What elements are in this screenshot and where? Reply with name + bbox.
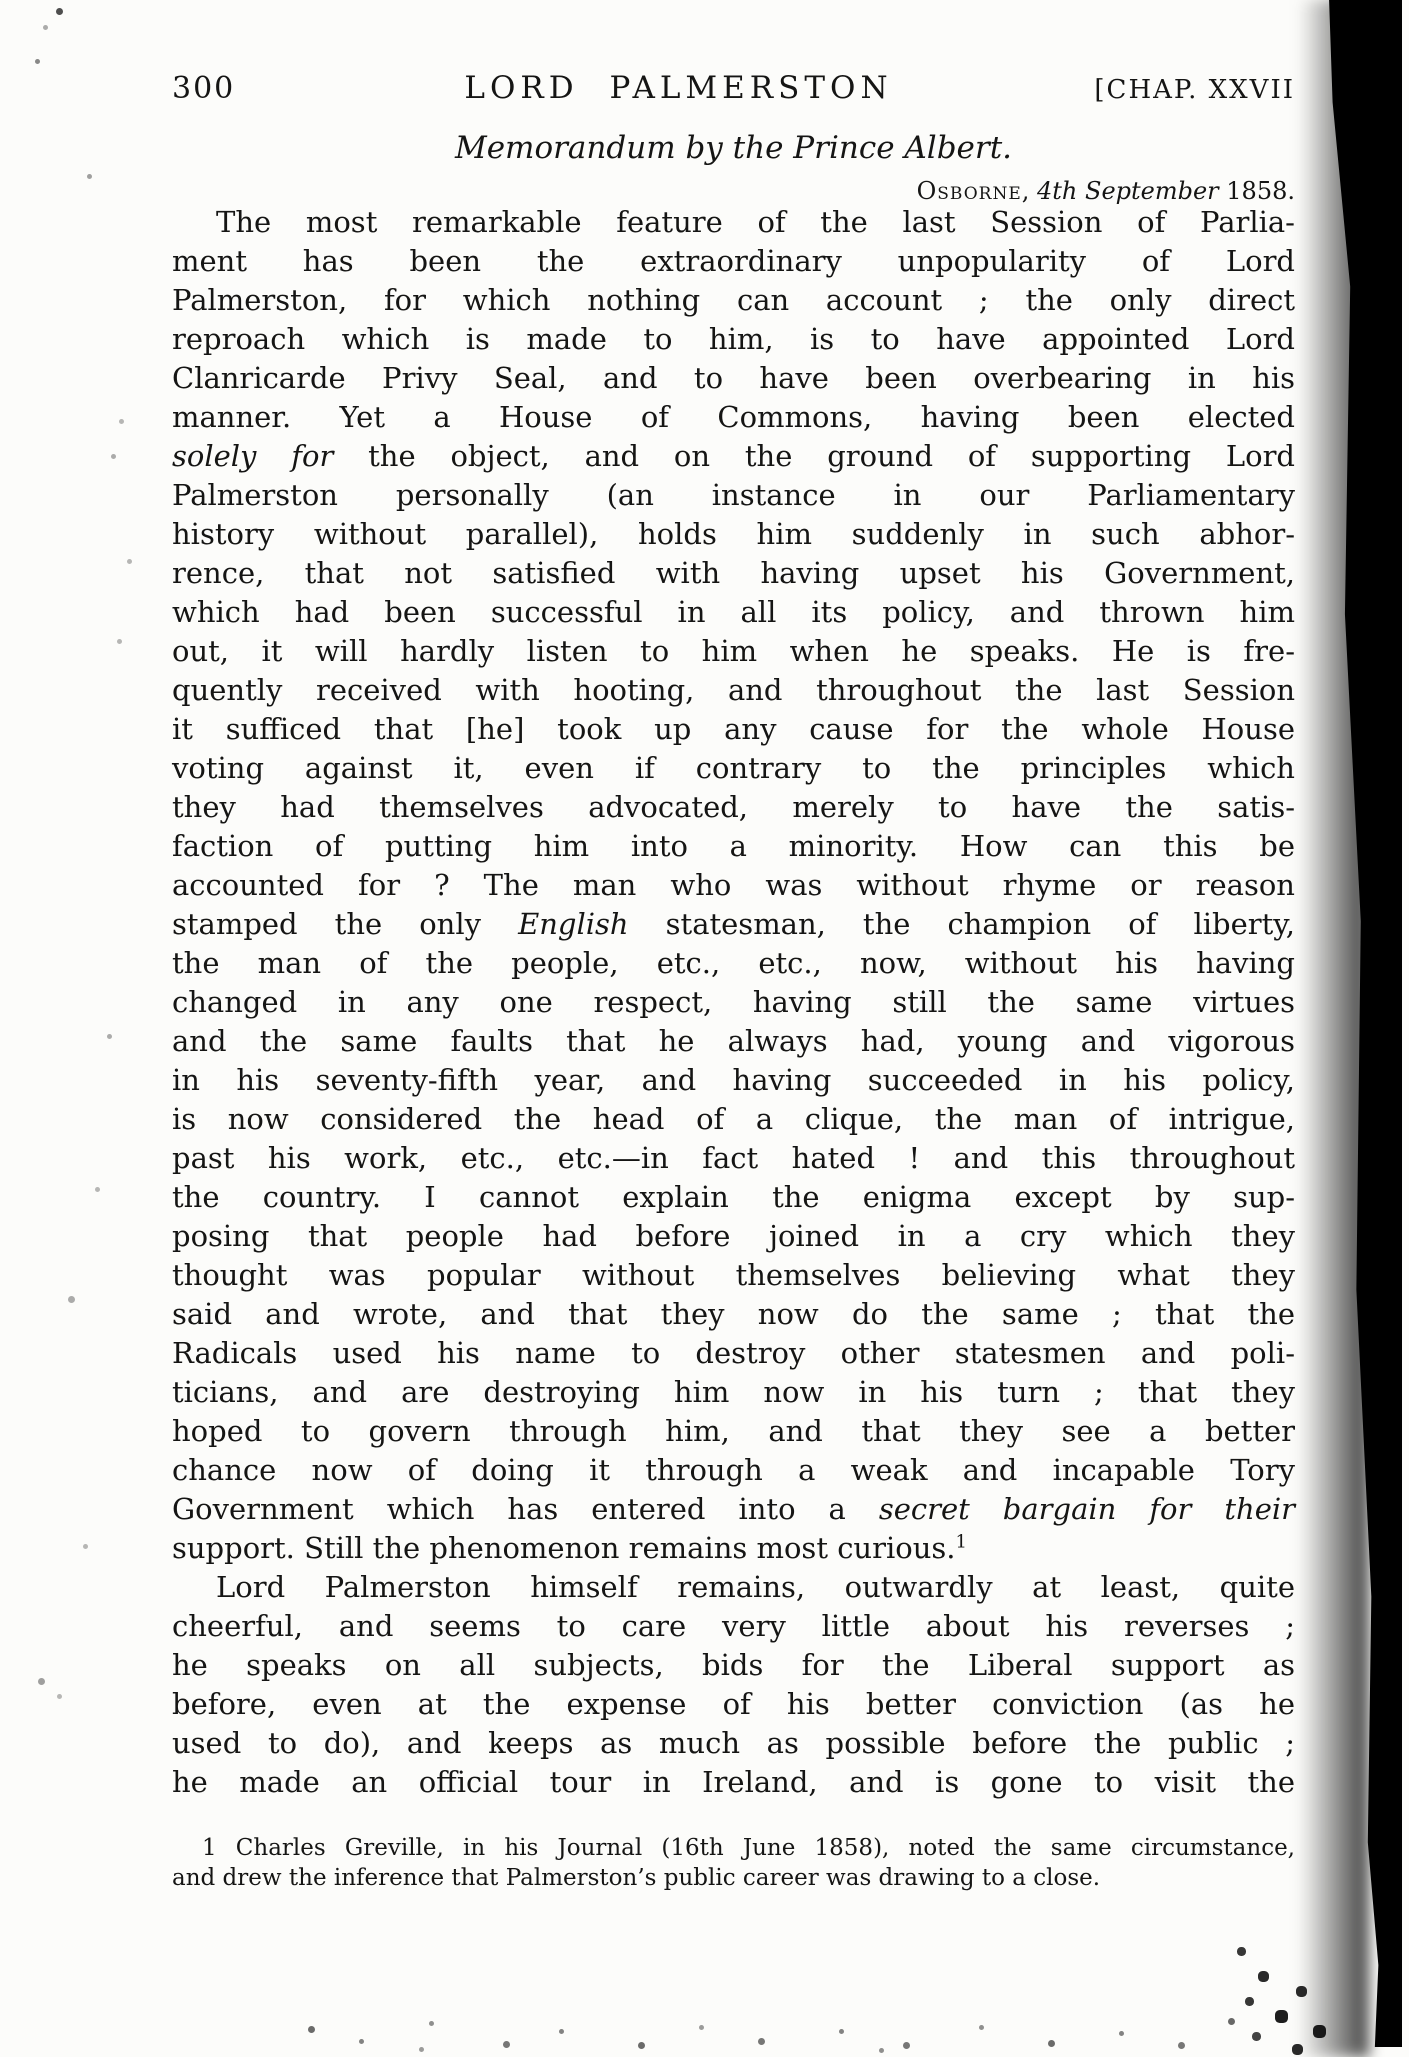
- text-line: [172, 1178, 1295, 1217]
- text-line: [172, 130, 1295, 166]
- text-line: [172, 554, 1295, 593]
- chapter-label: [CHAP. XXVII: [1094, 75, 1295, 105]
- text-segment: voting against it, even if contrary to the principles which: [172, 751, 1295, 785]
- text-segment: he made an official tour in Ireland, and is gone to visit the: [172, 1765, 1295, 1799]
- text-line: [172, 359, 1295, 398]
- text-line: [172, 593, 1295, 632]
- text-line: [172, 1607, 1295, 1646]
- text-segment: Palmerston, for which nothing can account ; the only direct: [172, 283, 1295, 317]
- text-segment: 1: [955, 1531, 967, 1553]
- text-segment: ticians, and are destroying him now in his turn ; that they: [172, 1375, 1295, 1409]
- text-line: [172, 1100, 1295, 1139]
- text-segment: statesman, the champion of liberty,: [628, 907, 1295, 941]
- text-segment: Lord Palmerston himself remains, outwardly at least, quite: [216, 1570, 1295, 1604]
- scan-page-edge: [1402, 0, 1409, 2057]
- text-segment: which had been successful in all its policy, and thrown him: [172, 595, 1295, 629]
- text-line: [172, 788, 1295, 827]
- footnote: [172, 1833, 1295, 1893]
- text-line: [172, 866, 1295, 905]
- text-segment: is now considered the head of a clique, the man of intrigue,: [172, 1102, 1295, 1136]
- text-line: [172, 827, 1295, 866]
- text-segment: posing that people had before joined in a cry which they: [172, 1219, 1295, 1253]
- body-paragraph-1: [172, 203, 1295, 1568]
- text-segment: Palmerston personally (an instance in our Parliamentary: [172, 478, 1295, 512]
- text-segment: Radicals used his name to destroy other statesmen and poli-: [172, 1336, 1295, 1370]
- text-segment: past his work, etc., etc.—in fact hated ! and this throughout: [172, 1141, 1295, 1175]
- text-line: [172, 320, 1295, 359]
- text-line: [172, 1863, 1295, 1893]
- running-title: LORD PALMERSTON: [464, 70, 893, 106]
- text-segment: hoped to govern through him, and that they see a better: [172, 1414, 1295, 1448]
- text-segment: out, it will hardly listen to him when he speaks. He is fre-: [172, 634, 1295, 668]
- text-segment: thought was popular without themselves believing what they: [172, 1258, 1295, 1292]
- text-line: [172, 1646, 1295, 1685]
- text-segment: reproach which is made to him, is to have appointed Lord: [172, 322, 1295, 356]
- page-number: 300: [172, 71, 236, 106]
- text-segment: Government which has entered into a: [172, 1492, 879, 1526]
- text-line: [172, 1217, 1295, 1256]
- memo-body: [172, 203, 1295, 1802]
- text-line: [172, 281, 1295, 320]
- text-segment: ment has been the extraordinary unpopularity of Lord: [172, 244, 1295, 278]
- text-segment: they had themselves advocated, merely to have the satis-: [172, 790, 1295, 824]
- text-segment: in his seventy-fifth year, and having succeeded in his policy,: [172, 1063, 1295, 1097]
- text-line: [172, 437, 1295, 476]
- text-segment: solely for: [172, 439, 334, 473]
- text-line: [172, 1490, 1295, 1529]
- text-line: [172, 398, 1295, 437]
- text-line: [172, 515, 1295, 554]
- text-segment: The most remarkable feature of the last Session of Parlia-: [216, 205, 1295, 239]
- text-segment: history without parallel), holds him suddenly in such abhor-: [172, 517, 1295, 551]
- page-header: [172, 70, 1295, 106]
- text-segment: it sufficed that [he] took up any cause for the whole House: [172, 712, 1295, 746]
- text-segment: the object, and on the ground of supporting Lord: [333, 439, 1296, 473]
- text-line: [172, 632, 1295, 671]
- text-line: [172, 1022, 1295, 1061]
- text-line: [172, 177, 1295, 205]
- text-line: [172, 1139, 1295, 1178]
- text-line: [172, 749, 1295, 788]
- text-line: [172, 1685, 1295, 1724]
- text-line: [172, 983, 1295, 1022]
- text-segment: 4th September: [1037, 177, 1219, 205]
- text-segment: and the same faults that he always had, young and vigorous: [172, 1024, 1295, 1058]
- memo-dateline: [172, 177, 1295, 205]
- text-segment: accounted for ? The man who was without rhyme or reason: [172, 868, 1295, 902]
- text-line: [172, 203, 1295, 242]
- text-segment: ,: [1021, 177, 1037, 205]
- text-segment: Osborne: [916, 177, 1022, 205]
- text-line: [172, 1256, 1295, 1295]
- text-line: [172, 1568, 1295, 1607]
- text-line: [172, 1373, 1295, 1412]
- memo-title: [172, 130, 1295, 166]
- text-segment: used to do), and keeps as much as possible before the public ;: [172, 1726, 1295, 1760]
- text-line: [172, 1763, 1295, 1802]
- text-line: [172, 671, 1295, 710]
- text-segment: support. Still the phenomenon remains most curious.: [172, 1531, 956, 1565]
- text-line: [172, 1334, 1295, 1373]
- body-paragraph-2: [172, 1568, 1295, 1802]
- scan-noise-corner: [0, 0, 3, 3]
- text-line: [172, 1451, 1295, 1490]
- text-line: [172, 1061, 1295, 1100]
- text-segment: manner. Yet a House of Commons, having been elected: [172, 400, 1295, 434]
- text-line: [172, 1529, 1295, 1568]
- text-segment: stamped the only: [172, 907, 519, 941]
- text-line: [172, 1833, 1295, 1863]
- text-line: [172, 476, 1295, 515]
- text-segment: before, even at the expense of his better conviction (as he: [172, 1687, 1295, 1721]
- text-segment: rence, that not satisfied with having upset his Government,: [172, 556, 1295, 590]
- text-segment: the country. I cannot explain the enigma except by sup-: [172, 1180, 1295, 1214]
- text-segment: secret bargain for their: [878, 1492, 1296, 1526]
- text-line: [172, 1295, 1295, 1334]
- text-segment: English: [518, 907, 629, 941]
- text-segment: and drew the inference that Palmerston’s public career was drawing to a close.: [172, 1865, 1101, 1891]
- text-segment: changed in any one respect, having still the same virtues: [172, 985, 1295, 1019]
- text-line: [172, 242, 1295, 281]
- text-segment: said and wrote, and that they now do the same ; that the: [172, 1297, 1295, 1331]
- text-segment: quently received with hooting, and throughout the last Session: [172, 673, 1295, 707]
- text-segment: 1858.: [1218, 177, 1295, 205]
- text-segment: Memorandum by the Prince Albert.: [454, 130, 1013, 166]
- text-segment: Clanricarde Privy Seal, and to have been overbearing in his: [172, 361, 1295, 395]
- text-line: [172, 944, 1295, 983]
- text-line: [172, 1724, 1295, 1763]
- text-segment: chance now of doing it through a weak and incapable Tory: [172, 1453, 1295, 1487]
- text-line: [172, 1412, 1295, 1451]
- text-line: [172, 905, 1295, 944]
- text-segment: the man of the people, etc., etc., now, without his having: [172, 946, 1295, 980]
- text-segment: cheerful, and seems to care very little about his reverses ;: [172, 1609, 1295, 1643]
- text-line: [172, 710, 1295, 749]
- text-segment: faction of putting him into a minority. How can this be: [172, 829, 1295, 863]
- text-segment: 1 Charles Greville, in his Journal (16th June 1858), noted the same circumstance,: [202, 1835, 1295, 1861]
- text-segment: he speaks on all subjects, bids for the Liberal support as: [172, 1648, 1295, 1682]
